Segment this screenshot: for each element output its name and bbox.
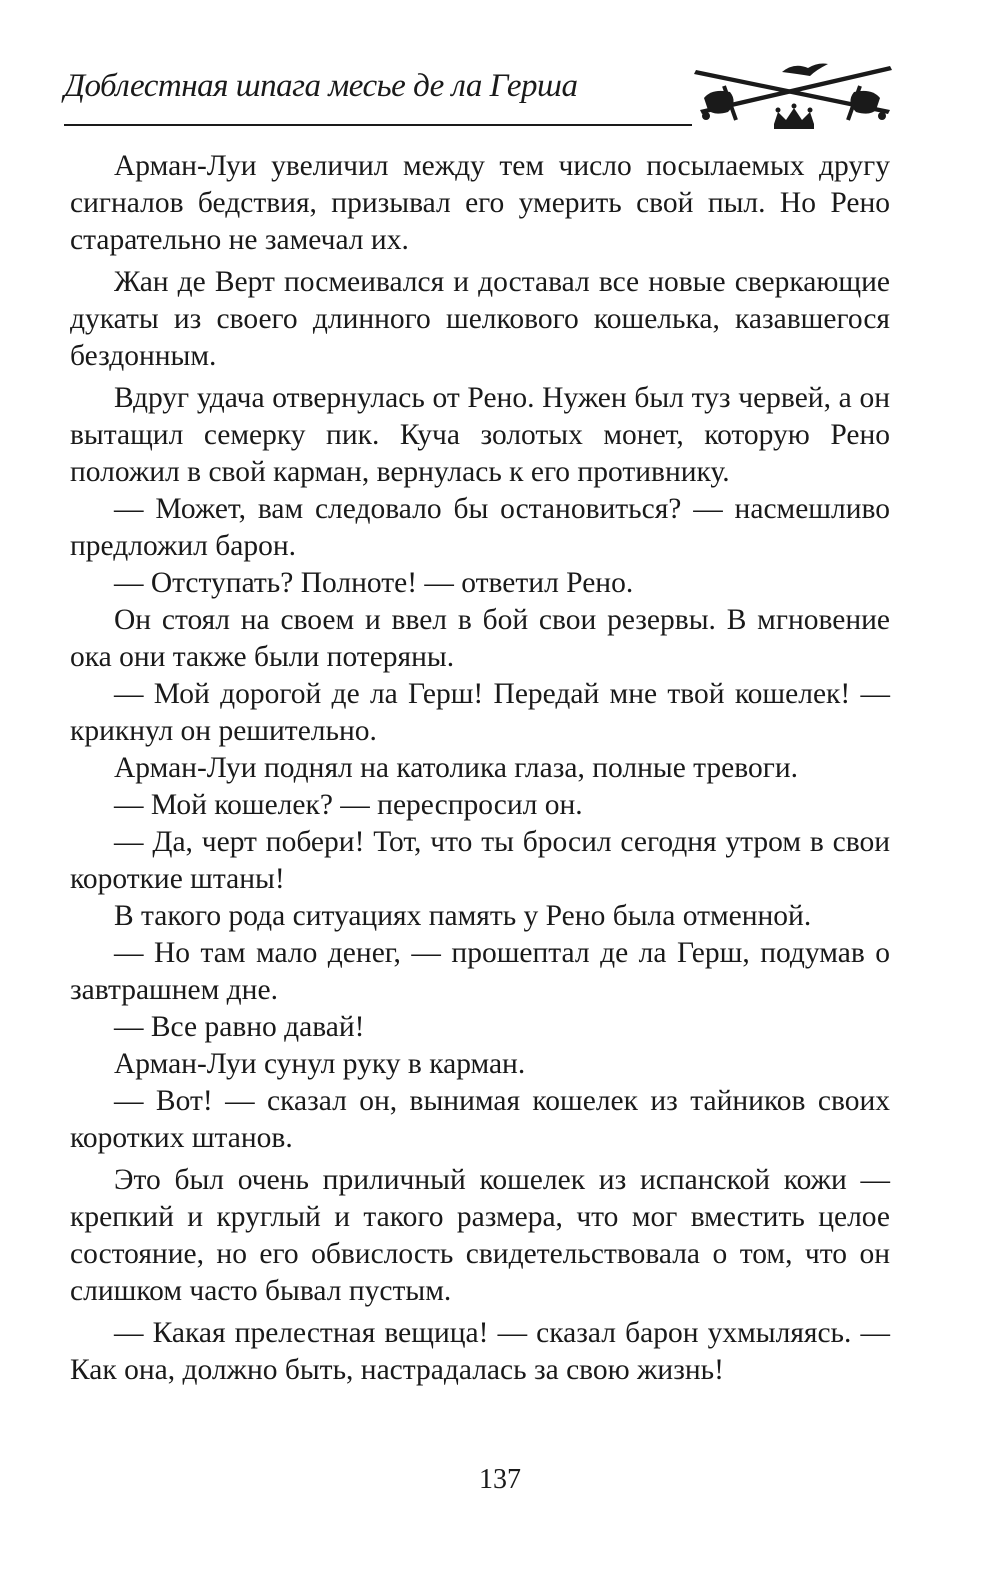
paragraph: — Какая прелестная вещица! — сказал барон ухмыляясь. — Как она, должно быть, настрадалась за свою жизнь!	[70, 1317, 890, 1386]
paragraph: Вдруг удача отвернулась от Рено. Нужен был туз червей, а он вытащил семерку пик. Куча золотых монет, которую Рено положил в свой карман, вернулась к его противнику.	[70, 382, 890, 488]
paragraph: Арман-Луи поднял на католика глаза, полные тревоги.	[114, 752, 799, 784]
body-text	[70, 148, 890, 1389]
page-number: 137	[479, 1464, 521, 1495]
paragraph: Арман-Луи увеличил между тем число посылаемых другу сигналов бедствия, призывал его умерить свой пыл. Но Рено старательно не замечал их.	[70, 150, 890, 256]
paragraph: Это был очень приличный кошелек из испанской кожи — крепкий и круглый и такого размера, что мог вместить целое состояние, но его обвислость свидетельствовала о том, что он слишком часто бывал пустым.	[70, 1164, 890, 1307]
paragraph: — Но там мало денег, — прошептал де ла Герш, подумав о завтрашнем дне.	[70, 937, 890, 1006]
paragraph: — Отступать? Полноте! — ответил Рено.	[114, 567, 634, 599]
paragraph: — Вот! — сказал он, вынимая кошелек из тайников своих коротких штанов.	[70, 1085, 890, 1154]
crossed-swords-crown-icon	[694, 58, 894, 136]
paragraph: Он стоял на своем и ввел в бой свои резервы. В мгновение ока они также были потеряны.	[70, 604, 890, 673]
header-rule	[64, 124, 692, 126]
paragraph: Арман-Луи сунул руку в карман.	[114, 1048, 526, 1080]
paragraph: — Мой кошелек? — переспросил он.	[114, 789, 583, 821]
paragraph: — Да, черт побери! Тот, что ты бросил сегодня утром в свои короткие штаны!	[70, 826, 890, 895]
running-title: Доблестная шпага месье де ла Герша	[64, 68, 578, 104]
paragraph: — Может, вам следовало бы остановиться? — насмешливо предложил барон.	[70, 493, 890, 562]
running-header	[64, 58, 894, 138]
paragraph: — Мой дорогой де ла Герш! Передай мне твой кошелек! — крикнул он решительно.	[70, 678, 890, 747]
paragraph: — Все равно давай!	[114, 1011, 365, 1043]
paragraph: В такого рода ситуациях память у Рено была отменной.	[114, 900, 812, 932]
paragraph: Жан де Верт посмеивался и доставал все новые сверкающие дукаты из своего длинного шелкового кошелька, казавшегося бездонным.	[70, 266, 890, 372]
